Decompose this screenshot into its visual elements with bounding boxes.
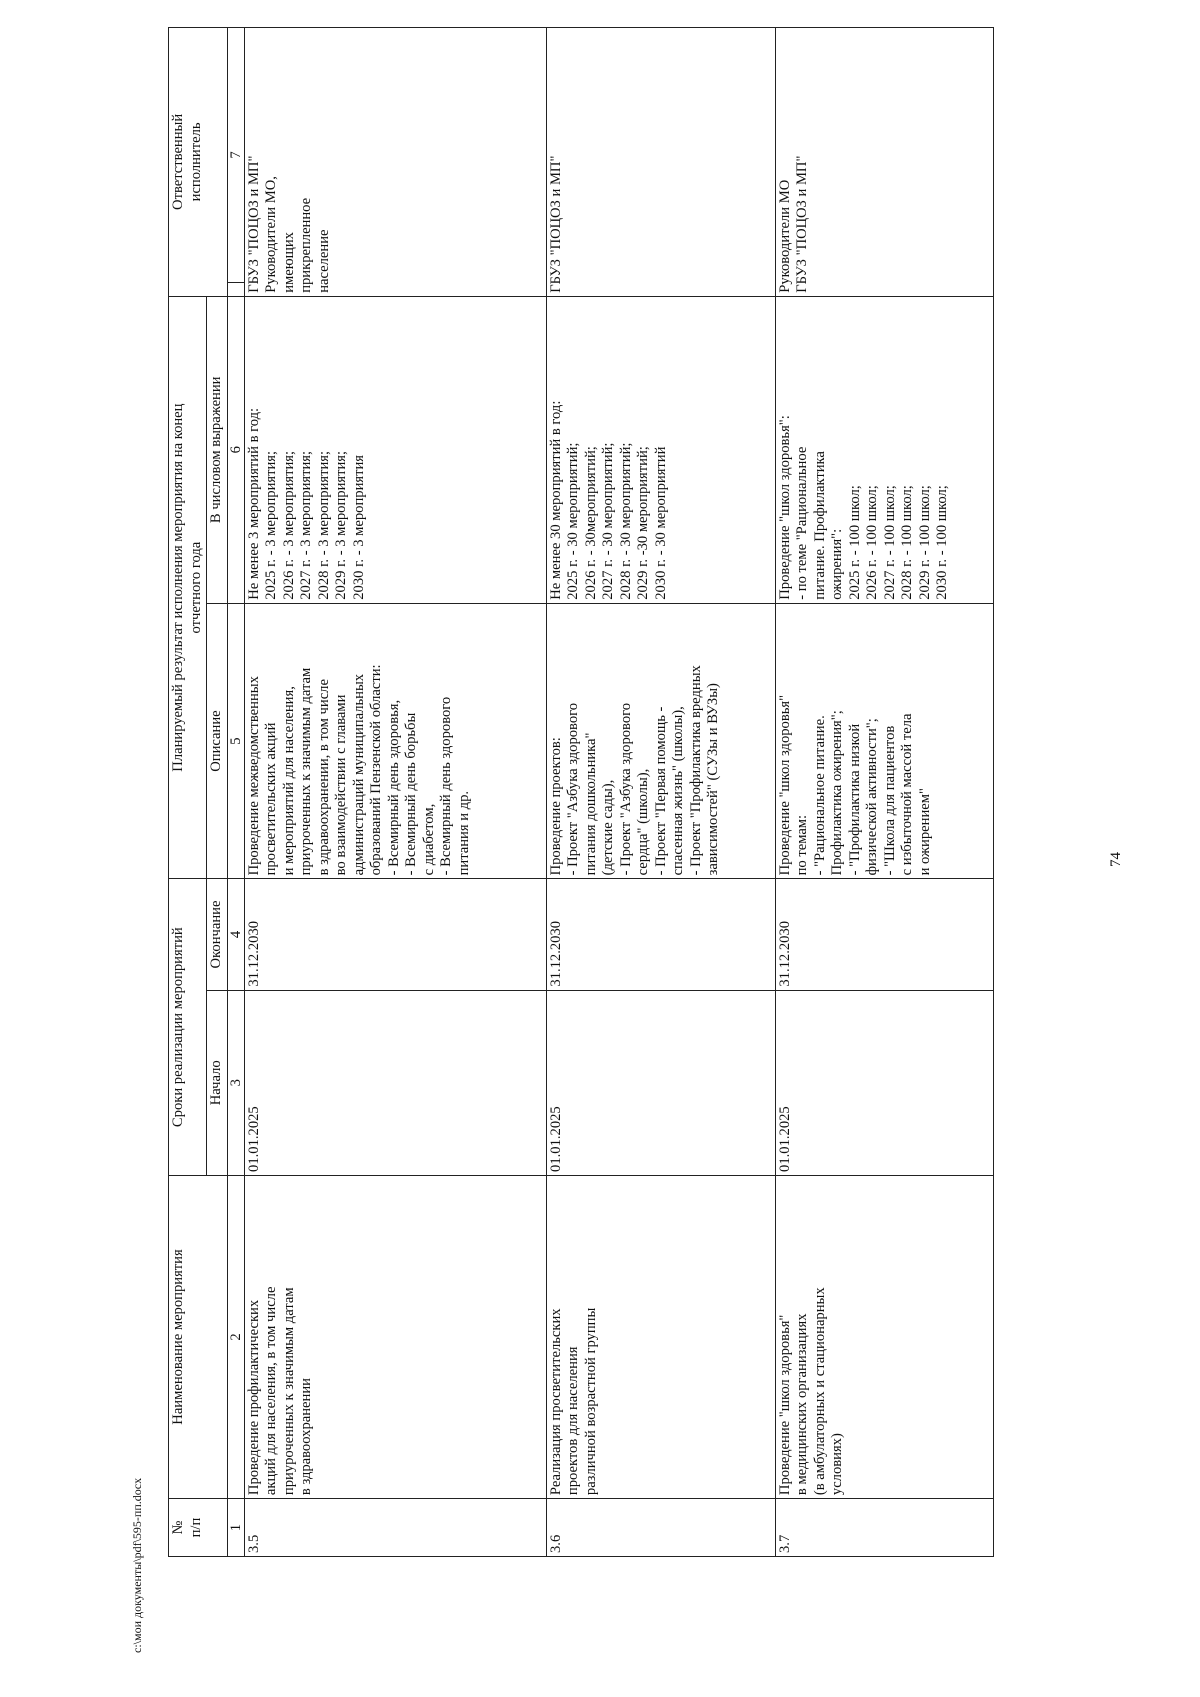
column-number: 7 [227,28,244,283]
row-num: 3.5 [244,1499,546,1557]
row-start: 01.01.2025 [244,990,546,1175]
row-responsible: Руководители МО ГБУЗ "ПОЦОЗ и МП" [775,28,993,297]
row-num: 3.7 [775,1499,993,1557]
row-responsible: ГБУЗ "ПОЦОЗ и МП" [546,28,775,297]
footer-file-path: c:\мои документы\pdf\595-пп.docx [130,1477,144,1653]
column-number: 1 [227,1499,244,1557]
row-description: Проведение межведомственных просветительских акций и мероприятий для населения, приуроченных к значимым датам в здравоохранении, в том числе во взаимодействии с главами администраций муниципальных образований Пензенской области: - Всемирный день здоровья, - Всемирный день борьбы с диабетом, - Всемирный день здорового питания и др. [244,603,546,879]
column-numbers-row [227,28,244,1557]
row-num: 3.6 [546,1499,775,1557]
page-number: 74 [1108,852,1124,867]
header-responsible: Ответственный исполнитель [169,28,228,297]
row-name: Реализация просветительских проектов для населения различной возрастной группы [546,1175,775,1498]
row-numeric: Проведение "школ здоровья": - по теме "Рациональное питание. Профилактика ожирения": 2025 г. - 100 школ; 2026 г. - 100 школ; 2027 г. - 100 школ; 2028 г. - 100 школ; 2029 г. - 100 школ; 2030 г. - 100 школ; [775,296,993,603]
column-number: 6 [227,296,244,603]
table-row [775,28,993,1557]
row-end: 31.12.2030 [244,879,546,990]
table-row [546,28,775,1557]
table-row [244,28,546,1557]
column-number-spacer [227,282,244,296]
row-numeric: Не менее 3 мероприятий в год: 2025 г. - 3 мероприятия; 2026 г. - 3 мероприятия; 2027 г. - 3 мероприятия; 2028 г. - 3 мероприятия; 2029 г. - 3 мероприятия; 2030 г. - 3 мероприятия [244,296,546,603]
row-description: Проведение проектов: - Проект "Азбука здорового питания дошкольника" (детские сады), - Проект "Азбука здорового сердца" (школы), - Проект "Первая помощь - спасенная жизнь" (школы), - Проект "Профилактика вредных зависимостей" (СУЗы и ВУЗы) [546,603,775,879]
column-number: 3 [227,990,244,1175]
header-result: Планируемый результат исполнения мероприятия на конец отчетного года [169,296,207,879]
activity-plan-table [168,27,994,1557]
column-number: 5 [227,603,244,879]
header-terms: Сроки реализации мероприятий [169,879,207,1176]
row-end: 31.12.2030 [775,879,993,990]
header-terms-start: Начало [207,990,228,1175]
row-start: 01.01.2025 [775,990,993,1175]
header-name: Наименование мероприятия [169,1175,228,1498]
header-result-numeric: В числовом выражении [207,296,228,603]
column-number: 4 [227,879,244,990]
header-terms-end: Окончание [207,879,228,990]
row-start: 01.01.2025 [546,990,775,1175]
column-number: 2 [227,1175,244,1498]
table-header-row [169,28,207,1557]
row-name: Проведение профилактических акций для населения, в том числе приуроченных к значимым датам в здравоохранении [244,1175,546,1498]
row-end: 31.12.2030 [546,879,775,990]
row-numeric: Не менее 30 мероприятий в год: 2025 г. - 30 мероприятий; 2026 г. - 30мероприятий; 2027 г. - 30 мероприятий; 2028 г. - 30 мероприятий; 2029 г. -30 мероприятий; 2030 г. - 30 мероприятий [546,296,775,603]
row-responsible: ГБУЗ "ПОЦОЗ и МП" Руководители МО, имеющих прикрепленное население [244,28,546,297]
header-result-desc: Описание [207,603,228,879]
row-name: Проведение "школ здоровья" в медицинских организациях (в амбулаторных и стационарных условиях) [775,1175,993,1498]
row-description: Проведение "школ здоровья" по темам: - "Рациональное питание. Профилактика ожирения"; - "Профилактика низкой физической активности"; - "Школа для пациентов с избыточной массой тела и ожирением" [775,603,993,879]
header-num: № п/п [169,1499,228,1557]
